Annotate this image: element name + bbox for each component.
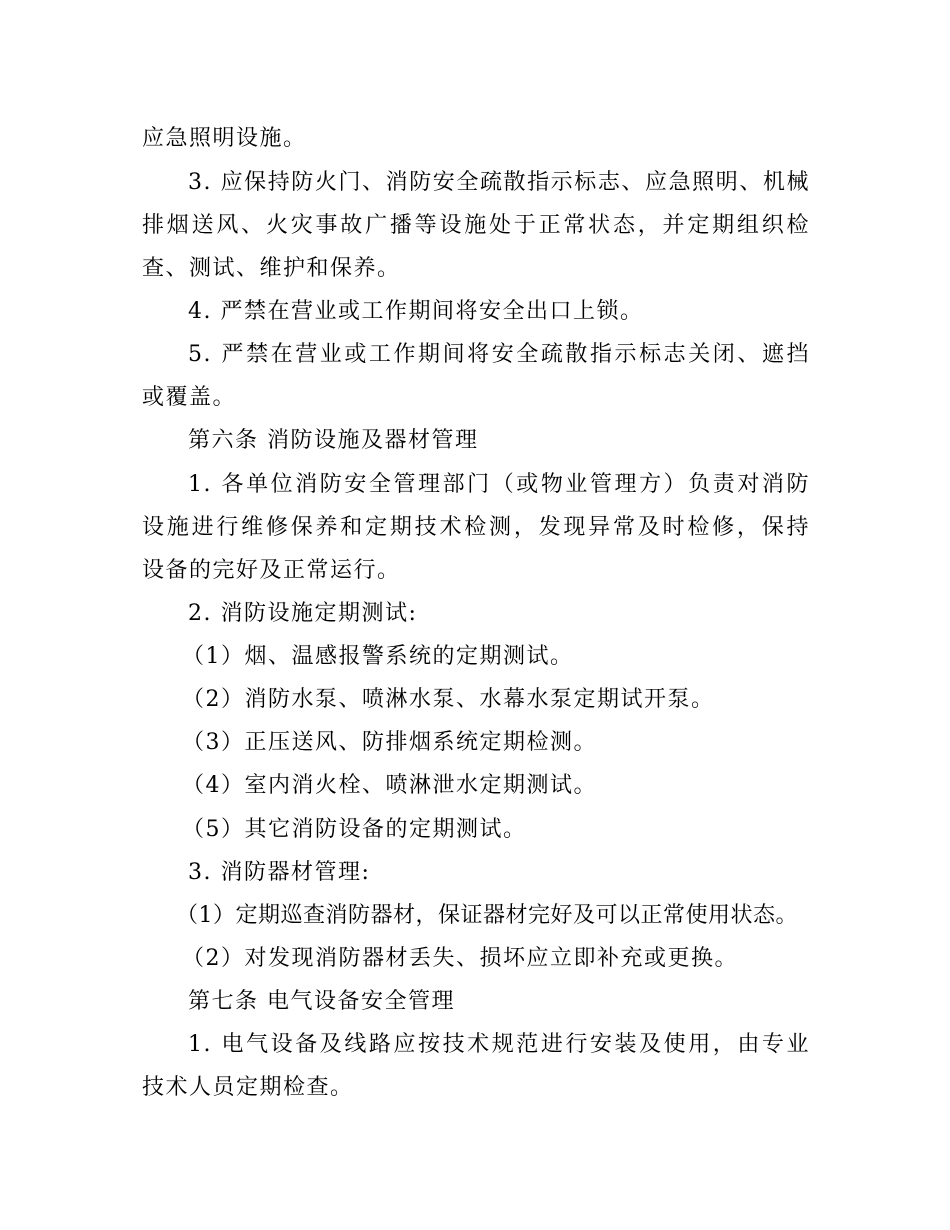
paragraph-line: 5. 严禁在营业或工作期间将安全疏散指示标志关闭、遮挡: [188, 342, 810, 367]
paragraph-line: 设施进行维修保养和定期技术检测，发现异常及时检修，保持: [142, 515, 810, 540]
list-item: （2）对发现消防器材丢失、损坏应立即补充或更换。: [182, 946, 738, 971]
paragraph-line: 排烟送风、火灾事故广播等设施处于正常状态，并定期组织检: [142, 213, 810, 238]
paragraph-line: 应急照明设施。: [142, 126, 307, 151]
list-item: （2）消防水泵、喷淋水泵、水幕水泵定期试开泵。: [182, 687, 715, 712]
paragraph-line: 技术人员定期检查。: [142, 1075, 354, 1100]
list-item: （1）烟、温感报警系统的定期测试。: [182, 644, 574, 669]
paragraph-line: 设备的完好及正常运行。: [142, 558, 401, 583]
paragraph-line: 3. 消防器材管理:: [188, 860, 371, 885]
paragraph-line: 2. 消防设施定期测试:: [188, 601, 418, 626]
list-item: （3）正压送风、防排烟系统定期检测。: [182, 730, 597, 755]
paragraph-line: 4. 严禁在营业或工作期间将安全出口上锁。: [188, 299, 644, 324]
section-heading: 第七条 电气设备安全管理: [188, 989, 455, 1014]
paragraph-line: 或覆盖。: [142, 385, 237, 410]
list-item: （4）室内消火栓、喷淋泄水定期测试。: [182, 773, 597, 798]
paragraph-line: 查、测试、维护和保养。: [142, 256, 401, 281]
list-item: （5）其它消防设备的定期测试。: [182, 817, 527, 842]
paragraph-line: 1. 电气设备及线路应按技术规范进行安装及使用，由专业: [188, 1032, 810, 1057]
paragraph-line: 3. 应保持防火门、消防安全疏散指示标志、应急照明、机械: [188, 170, 810, 195]
section-heading: 第六条 消防设施及器材管理: [188, 428, 479, 453]
paragraph-line: 1. 各单位消防安全管理部门（或物业管理方）负责对消防: [188, 472, 810, 497]
list-item: （1）定期巡查消防器材，保证器材完好及可以正常使用状态。: [176, 903, 798, 928]
